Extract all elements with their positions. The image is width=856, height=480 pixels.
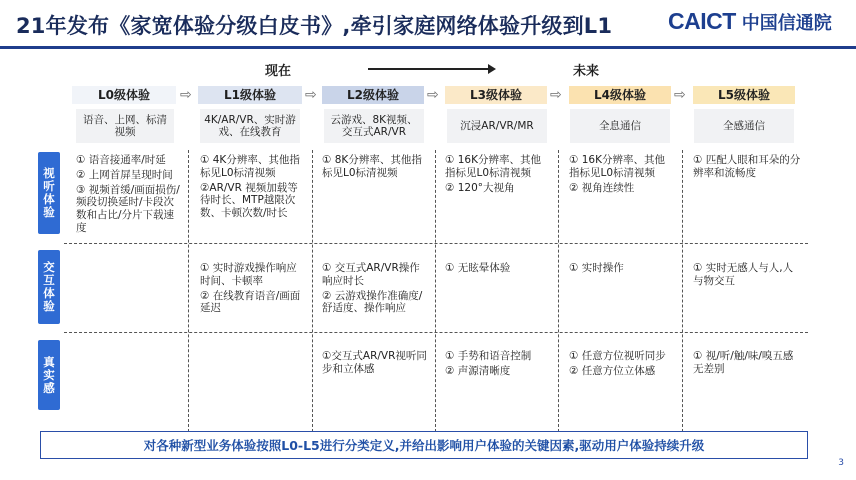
logo-cn-text: 中国信通院 xyxy=(741,12,832,34)
row-divider xyxy=(64,243,808,244)
cell-interaction-l4 xyxy=(569,262,675,277)
row-label-realism: 真实感 xyxy=(38,340,60,410)
metric-item: ① 任意方位视听同步 xyxy=(569,350,666,362)
cell-interaction-l2 xyxy=(322,262,428,317)
timeline-now-label: 现在 xyxy=(265,64,292,79)
metric-item: ①交互式AR/VR视听同步和立体感 xyxy=(322,350,427,375)
metric-item: ②AR/VR 视频加载等待时长、MTP越限次数、卡顿次数/时长 xyxy=(200,181,298,220)
title-divider xyxy=(0,46,856,49)
metric-item: ① 视/听/触/味/嗅五感无差别 xyxy=(693,350,794,375)
metric-item: ① 实时游戏操作响应时间、卡顿率 xyxy=(200,262,297,287)
cell-audiovisual-l2 xyxy=(322,154,428,182)
metric-item: ① 实时操作 xyxy=(569,262,624,274)
cell-audiovisual-l1 xyxy=(200,154,306,222)
metric-item: ① 8K分辨率、其他指标见L0标清视频 xyxy=(322,154,422,179)
cell-realism-l2 xyxy=(322,350,428,378)
metric-item: ① 匹配人眼和耳朵的分辨率和流畅度 xyxy=(693,154,801,179)
metric-item: ① 16K分辨率、其他指标见L0标清视频 xyxy=(445,154,541,179)
metric-item: ① 4K分辨率、其他指标见L0标清视频 xyxy=(200,154,300,179)
cell-audiovisual-l3 xyxy=(445,154,551,196)
row-label-interaction: 交互体验 xyxy=(38,250,60,324)
cell-realism-l3 xyxy=(445,350,551,380)
summary-box: 对各种新型业务体验按照L0-L5进行分类定义,并给出影响用户体验的关键因素,驱动用户体验持续升级 xyxy=(40,431,808,459)
metric-item: ① 语音接通率/时延 xyxy=(76,154,166,166)
cell-interaction-l5 xyxy=(693,262,801,290)
caict-logo xyxy=(668,8,832,35)
level-arrow-icon: ⇨ xyxy=(427,87,439,103)
level-header-l1: L1级体验 xyxy=(198,86,302,104)
row-divider xyxy=(64,332,808,333)
metric-item: ② 声源清晰度 xyxy=(445,364,511,377)
metric-item: ② 视角连续性 xyxy=(569,181,635,194)
metric-item: ② 120°大视角 xyxy=(445,181,515,194)
metric-item: ① 实时无感人与人,人与物交互 xyxy=(693,262,794,287)
cell-interaction-l1 xyxy=(200,262,306,317)
level-header-l5: L5级体验 xyxy=(693,86,795,104)
metric-item: ① 手势和语音控制 xyxy=(445,350,532,362)
cell-audiovisual-l0 xyxy=(76,154,184,237)
cell-realism-l4 xyxy=(569,350,675,380)
level-description-l4: 全息通信 xyxy=(570,109,670,143)
metric-item: ② 在线教育语音/画面延迟 xyxy=(200,289,301,315)
cell-interaction-l3 xyxy=(445,262,551,277)
level-description-l1: 4K/AR/VR、实时游戏、在线教育 xyxy=(200,109,300,143)
level-description-l2: 云游戏、8K视频、交互式AR/VR xyxy=(324,109,424,143)
level-arrow-icon: ⇨ xyxy=(550,87,562,103)
level-header-l0: L0级体验 xyxy=(72,86,176,104)
metric-item: ① 交互式AR/VR操作响应时长 xyxy=(322,262,420,287)
level-arrow-icon: ⇨ xyxy=(674,87,686,103)
column-divider xyxy=(188,150,189,432)
column-divider xyxy=(312,150,313,432)
cell-realism-l5 xyxy=(693,350,801,378)
level-header-l2: L2级体验 xyxy=(322,86,424,104)
metric-item: ③ 视频首缓/画面损伤/频段切换延时/卡段次数和占比/分片下载速度 xyxy=(76,183,180,234)
page-title: 21年发布《家宽体验分级白皮书》,牵引家庭网络体验升级到L1 xyxy=(16,14,613,38)
level-header-l3: L3级体验 xyxy=(445,86,547,104)
timeline-arrow-icon xyxy=(368,68,494,70)
level-header-l4: L4级体验 xyxy=(569,86,671,104)
metric-item: ② 云游戏操作准确度/舒适度、操作响应 xyxy=(322,289,423,315)
cell-audiovisual-l4 xyxy=(569,154,675,196)
cell-audiovisual-l5 xyxy=(693,154,801,182)
logo-en-text: CAICT xyxy=(668,8,736,34)
metric-item: ① 16K分辨率、其他指标见L0标清视频 xyxy=(569,154,665,179)
page-number: 3 xyxy=(838,458,844,468)
column-divider xyxy=(435,150,436,432)
level-arrow-icon: ⇨ xyxy=(305,87,317,103)
timeline-future-label: 未来 xyxy=(573,64,600,79)
metric-item: ② 上网首屏呈现时间 xyxy=(76,168,173,181)
metric-item: ① 无眩晕体验 xyxy=(445,262,511,274)
column-divider xyxy=(558,150,559,432)
level-arrow-icon: ⇨ xyxy=(180,87,192,103)
column-divider xyxy=(682,150,683,432)
level-description-l0: 语音、上网、标清视频 xyxy=(76,109,174,143)
metric-item: ② 任意方位立体感 xyxy=(569,364,656,377)
level-description-l5: 全感通信 xyxy=(694,109,794,143)
timeline xyxy=(0,60,856,78)
row-label-audiovisual: 视听体验 xyxy=(38,152,60,234)
level-description-l3: 沉浸AR/VR/MR xyxy=(447,109,547,143)
